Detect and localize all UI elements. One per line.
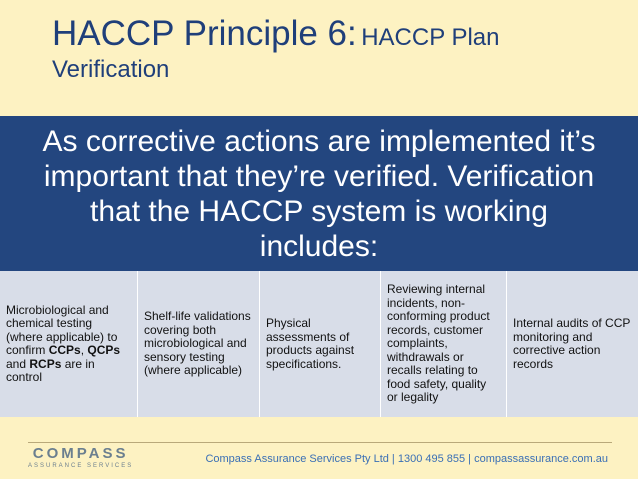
verification-item-reviewing: [381, 271, 507, 417]
logo-tagline: ASSURANCE SERVICES: [28, 463, 134, 469]
verification-grid: [0, 271, 638, 417]
qcps-term: QCPs: [87, 343, 121, 357]
verification-item-physical-text: Physical assessments of products against specifications.: [266, 316, 355, 371]
intro-banner: [0, 116, 638, 271]
slide-title: [52, 14, 622, 84]
company-logo: [28, 446, 133, 470]
verification-item-reviewing-text: Reviewing internal incidents, non-conforming product records, customer complaints, withdrawals or recalls relating to food safety, quality or legality: [387, 282, 490, 405]
verification-item-testing: [0, 271, 138, 417]
verification-item-physical: [260, 271, 381, 417]
verification-item-testing-text: [6, 304, 131, 385]
testing-text-comma: ,: [80, 343, 88, 357]
verification-item-audits: [507, 271, 638, 417]
verification-item-audits-text: Internal audits of CCP monitoring and corrective action records: [513, 316, 631, 371]
rcps-term: RCPs: [29, 356, 62, 371]
testing-text-end: are in control: [6, 356, 95, 384]
title-subtitle-line2: Verification: [52, 56, 170, 84]
banner-text: As corrective actions are implemented it’s important that they’re verified. Verification that the HACCP system is working includes:: [42, 124, 596, 263]
logo-name: COMPASS: [32, 445, 129, 462]
title-main: HACCP Principle 6:: [52, 14, 357, 53]
verification-item-shelf-life-text: Shelf-life validations covering both microbiological and sensory testing (where applicable): [144, 309, 251, 378]
footer-divider: [28, 442, 612, 443]
footer-contact: Compass Assurance Services Pty Ltd | 1300 495 855 | compassassurance.com.au: [205, 453, 608, 465]
testing-text-start: Microbiological and chemical testing (where applicable) to confirm: [6, 302, 118, 357]
testing-text-and: and: [6, 356, 30, 371]
title-subtitle: HACCP Plan: [361, 24, 500, 51]
verification-item-shelf-life: [138, 271, 260, 417]
ccps-term: CCPs: [48, 343, 81, 357]
